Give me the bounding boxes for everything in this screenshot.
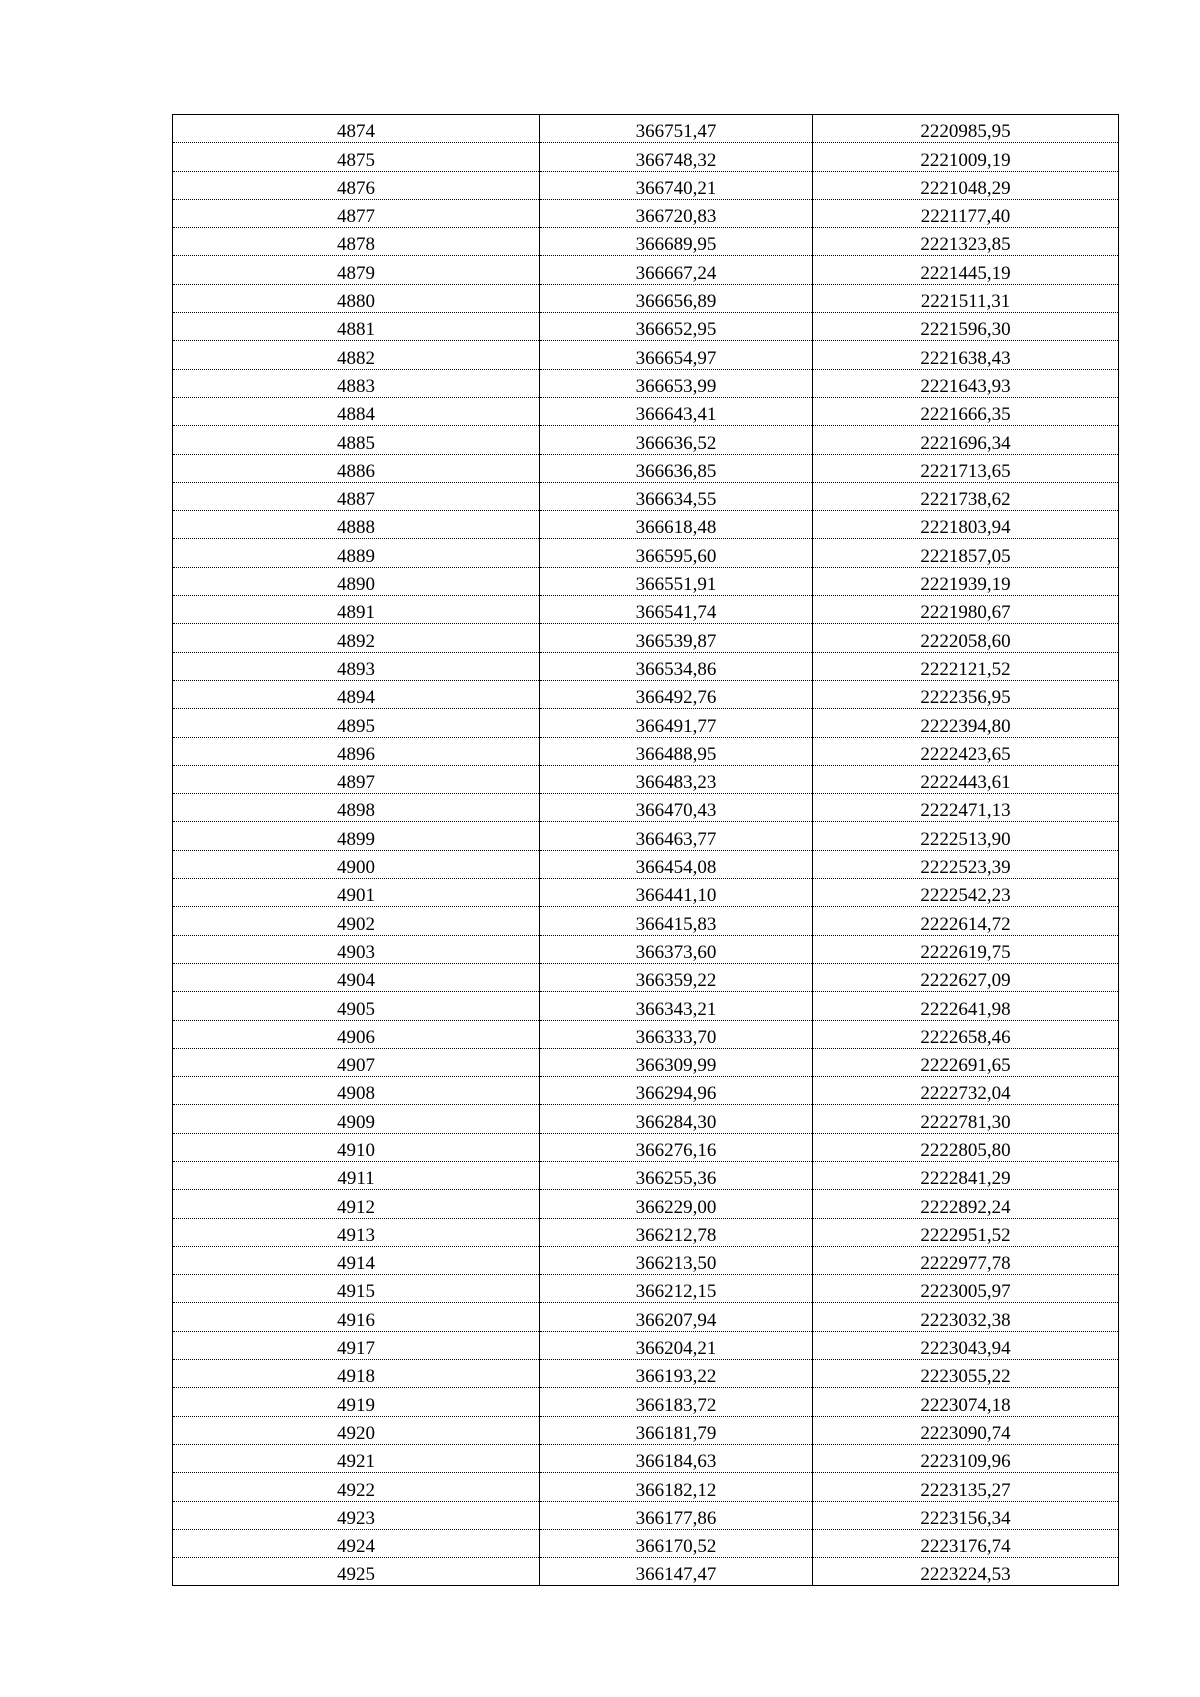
point-number-cell: 4913 [173,1218,540,1246]
x-coordinate-cell: 366294,96 [540,1077,813,1105]
table-row [173,1161,1119,1189]
y-coordinate-cell: 2222805,80 [813,1133,1119,1161]
point-number-cell: 4924 [173,1529,540,1557]
y-coordinate-cell: 2222121,52 [813,652,1119,680]
point-number-cell: 4908 [173,1077,540,1105]
x-coordinate-cell: 366653,99 [540,369,813,397]
x-coordinate-cell: 366656,89 [540,284,813,312]
y-coordinate-cell: 2222423,65 [813,737,1119,765]
table-row [173,171,1119,199]
y-coordinate-cell: 2221803,94 [813,511,1119,539]
table-row [173,511,1119,539]
point-number-cell: 4875 [173,143,540,171]
y-coordinate-cell: 2222691,65 [813,1048,1119,1076]
point-number-cell: 4901 [173,879,540,907]
point-number-cell: 4891 [173,596,540,624]
x-coordinate-cell: 366595,60 [540,539,813,567]
table-row [173,1558,1119,1586]
y-coordinate-cell: 2222513,90 [813,822,1119,850]
point-number-cell: 4922 [173,1473,540,1501]
y-coordinate-cell: 2221177,40 [813,199,1119,227]
x-coordinate-cell: 366255,36 [540,1161,813,1189]
table-row [173,596,1119,624]
point-number-cell: 4914 [173,1246,540,1274]
point-number-cell: 4874 [173,115,540,143]
point-number-cell: 4882 [173,341,540,369]
x-coordinate-cell: 366470,43 [540,794,813,822]
x-coordinate-cell: 366193,22 [540,1360,813,1388]
point-number-cell: 4889 [173,539,540,567]
x-coordinate-cell: 366652,95 [540,313,813,341]
point-number-cell: 4888 [173,511,540,539]
x-coordinate-cell: 366207,94 [540,1303,813,1331]
x-coordinate-cell: 366147,47 [540,1558,813,1586]
y-coordinate-cell: 2223135,27 [813,1473,1119,1501]
y-coordinate-cell: 2222394,80 [813,709,1119,737]
table-row [173,1360,1119,1388]
y-coordinate-cell: 2222356,95 [813,680,1119,708]
y-coordinate-cell: 2222732,04 [813,1077,1119,1105]
table-row [173,1416,1119,1444]
x-coordinate-cell: 366634,55 [540,482,813,510]
point-number-cell: 4904 [173,963,540,991]
point-number-cell: 4879 [173,256,540,284]
table-row [173,1388,1119,1416]
y-coordinate-cell: 2221048,29 [813,171,1119,199]
y-coordinate-cell: 2223176,74 [813,1529,1119,1557]
point-number-cell: 4912 [173,1190,540,1218]
point-number-cell: 4892 [173,624,540,652]
y-coordinate-cell: 2221323,85 [813,228,1119,256]
y-coordinate-cell: 2223224,53 [813,1558,1119,1586]
x-coordinate-cell: 366182,12 [540,1473,813,1501]
table-row [173,1331,1119,1359]
table-row [173,1529,1119,1557]
table-row [173,794,1119,822]
point-number-cell: 4900 [173,850,540,878]
x-coordinate-cell: 366740,21 [540,171,813,199]
table-row [173,709,1119,737]
table-row [173,652,1119,680]
x-coordinate-cell: 366170,52 [540,1529,813,1557]
table-row [173,1020,1119,1048]
x-coordinate-cell: 366492,76 [540,680,813,708]
table-row [173,1077,1119,1105]
point-number-cell: 4910 [173,1133,540,1161]
point-number-cell: 4917 [173,1331,540,1359]
y-coordinate-cell: 2222619,75 [813,935,1119,963]
table-row [173,1133,1119,1161]
table-row [173,680,1119,708]
x-coordinate-cell: 366748,32 [540,143,813,171]
table-row [173,369,1119,397]
table-row [173,115,1119,143]
table-row [173,737,1119,765]
point-number-cell: 4923 [173,1501,540,1529]
y-coordinate-cell: 2221738,62 [813,482,1119,510]
y-coordinate-cell: 2221009,19 [813,143,1119,171]
point-number-cell: 4909 [173,1105,540,1133]
y-coordinate-cell: 2220985,95 [813,115,1119,143]
table-row [173,935,1119,963]
y-coordinate-cell: 2223032,38 [813,1303,1119,1331]
point-number-cell: 4916 [173,1303,540,1331]
x-coordinate-cell: 366183,72 [540,1388,813,1416]
x-coordinate-cell: 366643,41 [540,397,813,425]
table-row [173,313,1119,341]
table-row [173,822,1119,850]
point-number-cell: 4887 [173,482,540,510]
x-coordinate-cell: 366284,30 [540,1105,813,1133]
y-coordinate-cell: 2221596,30 [813,313,1119,341]
table-row [173,907,1119,935]
table-row [173,426,1119,454]
y-coordinate-cell: 2222627,09 [813,963,1119,991]
x-coordinate-cell: 366491,77 [540,709,813,737]
point-number-cell: 4883 [173,369,540,397]
coordinate-table-body [173,115,1119,1586]
table-row [173,482,1119,510]
x-coordinate-cell: 366689,95 [540,228,813,256]
table-row [173,992,1119,1020]
table-row [173,143,1119,171]
table-row [173,228,1119,256]
point-number-cell: 4898 [173,794,540,822]
table-row [173,963,1119,991]
table-row [173,1501,1119,1529]
coordinate-table [172,114,1119,1586]
y-coordinate-cell: 2221445,19 [813,256,1119,284]
x-coordinate-cell: 366488,95 [540,737,813,765]
x-coordinate-cell: 366441,10 [540,879,813,907]
x-coordinate-cell: 366276,16 [540,1133,813,1161]
y-coordinate-cell: 2221696,34 [813,426,1119,454]
table-row [173,397,1119,425]
x-coordinate-cell: 366751,47 [540,115,813,143]
x-coordinate-cell: 366309,99 [540,1048,813,1076]
point-number-cell: 4884 [173,397,540,425]
x-coordinate-cell: 366373,60 [540,935,813,963]
y-coordinate-cell: 2222658,46 [813,1020,1119,1048]
y-coordinate-cell: 2221638,43 [813,341,1119,369]
y-coordinate-cell: 2223005,97 [813,1275,1119,1303]
y-coordinate-cell: 2223074,18 [813,1388,1119,1416]
point-number-cell: 4876 [173,171,540,199]
x-coordinate-cell: 366415,83 [540,907,813,935]
table-row [173,1048,1119,1076]
y-coordinate-cell: 2223156,34 [813,1501,1119,1529]
x-coordinate-cell: 366654,97 [540,341,813,369]
point-number-cell: 4899 [173,822,540,850]
x-coordinate-cell: 366720,83 [540,199,813,227]
x-coordinate-cell: 366618,48 [540,511,813,539]
x-coordinate-cell: 366181,79 [540,1416,813,1444]
x-coordinate-cell: 366343,21 [540,992,813,1020]
x-coordinate-cell: 366184,63 [540,1444,813,1472]
y-coordinate-cell: 2221980,67 [813,596,1119,624]
point-number-cell: 4890 [173,567,540,595]
x-coordinate-cell: 366667,24 [540,256,813,284]
table-row [173,284,1119,312]
x-coordinate-cell: 366551,91 [540,567,813,595]
y-coordinate-cell: 2223055,22 [813,1360,1119,1388]
point-number-cell: 4921 [173,1444,540,1472]
coordinate-table-page [172,114,1118,1586]
y-coordinate-cell: 2221939,19 [813,567,1119,595]
table-row [173,1246,1119,1274]
table-row [173,1275,1119,1303]
point-number-cell: 4905 [173,992,540,1020]
point-number-cell: 4896 [173,737,540,765]
x-coordinate-cell: 366539,87 [540,624,813,652]
x-coordinate-cell: 366541,74 [540,596,813,624]
table-row [173,1190,1119,1218]
x-coordinate-cell: 366534,86 [540,652,813,680]
x-coordinate-cell: 366212,78 [540,1218,813,1246]
point-number-cell: 4903 [173,935,540,963]
x-coordinate-cell: 366177,86 [540,1501,813,1529]
point-number-cell: 4885 [173,426,540,454]
point-number-cell: 4915 [173,1275,540,1303]
y-coordinate-cell: 2221511,31 [813,284,1119,312]
table-row [173,1218,1119,1246]
point-number-cell: 4906 [173,1020,540,1048]
point-number-cell: 4894 [173,680,540,708]
y-coordinate-cell: 2221643,93 [813,369,1119,397]
table-row [173,341,1119,369]
y-coordinate-cell: 2221857,05 [813,539,1119,567]
table-row [173,539,1119,567]
y-coordinate-cell: 2223109,96 [813,1444,1119,1472]
table-row [173,1444,1119,1472]
point-number-cell: 4911 [173,1161,540,1189]
point-number-cell: 4877 [173,199,540,227]
point-number-cell: 4907 [173,1048,540,1076]
point-number-cell: 4878 [173,228,540,256]
x-coordinate-cell: 366213,50 [540,1246,813,1274]
point-number-cell: 4886 [173,454,540,482]
y-coordinate-cell: 2222443,61 [813,765,1119,793]
y-coordinate-cell: 2222058,60 [813,624,1119,652]
y-coordinate-cell: 2222542,23 [813,879,1119,907]
x-coordinate-cell: 366636,85 [540,454,813,482]
table-row [173,454,1119,482]
y-coordinate-cell: 2221713,65 [813,454,1119,482]
point-number-cell: 4918 [173,1360,540,1388]
x-coordinate-cell: 366454,08 [540,850,813,878]
y-coordinate-cell: 2222951,52 [813,1218,1119,1246]
point-number-cell: 4920 [173,1416,540,1444]
point-number-cell: 4902 [173,907,540,935]
x-coordinate-cell: 366636,52 [540,426,813,454]
point-number-cell: 4925 [173,1558,540,1586]
table-row [173,624,1119,652]
x-coordinate-cell: 366333,70 [540,1020,813,1048]
x-coordinate-cell: 366359,22 [540,963,813,991]
table-row [173,256,1119,284]
y-coordinate-cell: 2222841,29 [813,1161,1119,1189]
y-coordinate-cell: 2223090,74 [813,1416,1119,1444]
x-coordinate-cell: 366229,00 [540,1190,813,1218]
table-row [173,199,1119,227]
y-coordinate-cell: 2222471,13 [813,794,1119,822]
point-number-cell: 4893 [173,652,540,680]
x-coordinate-cell: 366212,15 [540,1275,813,1303]
y-coordinate-cell: 2222977,78 [813,1246,1119,1274]
y-coordinate-cell: 2223043,94 [813,1331,1119,1359]
y-coordinate-cell: 2221666,35 [813,397,1119,425]
table-row [173,1303,1119,1331]
table-row [173,850,1119,878]
table-row [173,1473,1119,1501]
x-coordinate-cell: 366463,77 [540,822,813,850]
y-coordinate-cell: 2222892,24 [813,1190,1119,1218]
point-number-cell: 4919 [173,1388,540,1416]
table-row [173,567,1119,595]
x-coordinate-cell: 366483,23 [540,765,813,793]
point-number-cell: 4881 [173,313,540,341]
y-coordinate-cell: 2222523,39 [813,850,1119,878]
table-row [173,879,1119,907]
x-coordinate-cell: 366204,21 [540,1331,813,1359]
point-number-cell: 4880 [173,284,540,312]
y-coordinate-cell: 2222641,98 [813,992,1119,1020]
y-coordinate-cell: 2222781,30 [813,1105,1119,1133]
point-number-cell: 4895 [173,709,540,737]
point-number-cell: 4897 [173,765,540,793]
table-row [173,1105,1119,1133]
table-row [173,765,1119,793]
y-coordinate-cell: 2222614,72 [813,907,1119,935]
